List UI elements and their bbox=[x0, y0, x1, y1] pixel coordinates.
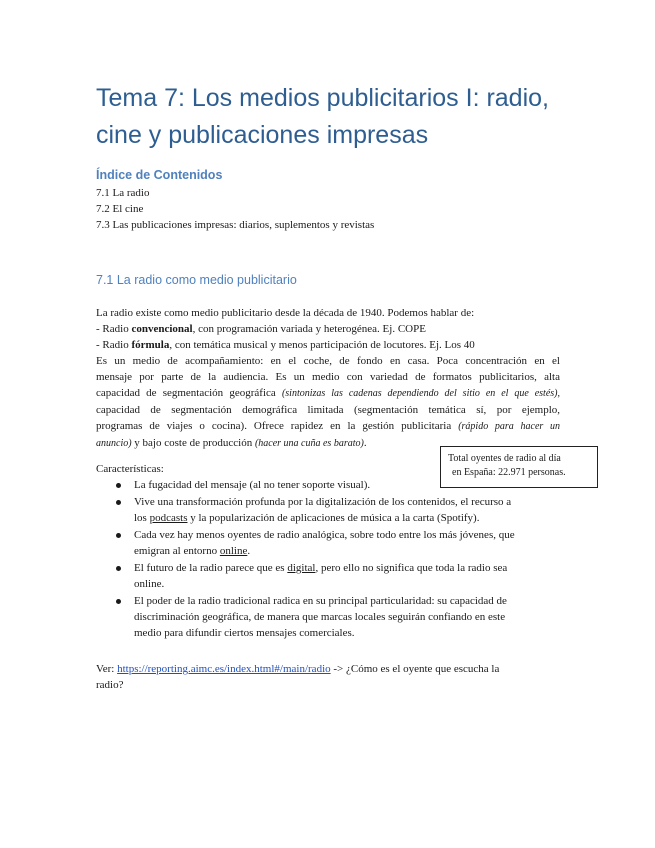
intro-block bbox=[96, 305, 560, 452]
item-text: Vive una transformación profunda por la digitalización de los contenidos, el recurso a bbox=[134, 496, 512, 508]
title-line-2: cine y publicaciones impresas bbox=[96, 121, 429, 149]
italic-text: anuncio) bbox=[96, 438, 132, 449]
text: capacidad de segmentación geográfica bbox=[96, 387, 282, 399]
bold-term: convencional bbox=[131, 323, 193, 335]
bullet-icon bbox=[116, 566, 121, 571]
bullet-icon bbox=[116, 500, 121, 505]
see-also-line bbox=[96, 661, 566, 677]
see-also bbox=[96, 661, 566, 693]
item-text bbox=[134, 543, 560, 559]
toc-item[interactable]: 7.3 Las publicaciones impresas: diarios, suplementos y revistas bbox=[96, 219, 375, 231]
list-item bbox=[112, 477, 560, 493]
text: , con programación variada y heterogénea. Ej. COPE bbox=[192, 323, 426, 335]
item-text bbox=[134, 560, 560, 576]
item-text bbox=[134, 510, 560, 526]
intro-line bbox=[96, 337, 560, 353]
list-item bbox=[112, 494, 560, 526]
text: . bbox=[247, 545, 251, 557]
intro-line bbox=[96, 321, 560, 337]
text: y bajo coste de producción bbox=[131, 437, 255, 449]
list-item bbox=[112, 593, 560, 641]
characteristics-label: Características: bbox=[96, 463, 164, 475]
text: programas de viajes o cocina). Ofrece rapidez en la gestión publicitaria bbox=[96, 420, 459, 432]
stat-line: en España: 22.971 personas. bbox=[452, 467, 566, 478]
toc-heading: Índice de Contenidos bbox=[96, 168, 223, 182]
item-text: online. bbox=[134, 578, 165, 590]
characteristics-list bbox=[112, 477, 560, 641]
underlined-term: digital bbox=[287, 562, 316, 574]
text: , con temática musical y menos participación de locutores. Ej. Los 40 bbox=[169, 339, 475, 351]
toc-list bbox=[96, 185, 374, 233]
intro-line: La radio existe como medio publicitario desde la década de 1940. Podemos hablar de: bbox=[96, 307, 475, 319]
text: - Radio bbox=[96, 323, 132, 335]
paragraph-line: mensaje por parte de la audiencia. Es un medio con variedad de formatos publicitarios, alta bbox=[96, 371, 560, 383]
text: - Radio bbox=[96, 339, 132, 351]
text: El futuro de la radio parece que es bbox=[134, 562, 288, 574]
text: . bbox=[363, 437, 367, 449]
stat-line: Total oyentes de radio al día bbox=[448, 453, 561, 464]
bold-term: fórmula bbox=[131, 339, 170, 351]
item-text: Cada vez hay menos oyentes de radio analógica, sobre todo entre los más jóvenes, que bbox=[134, 529, 515, 541]
paragraph-line bbox=[96, 418, 560, 435]
text: , pero ello no significa que toda la radio sea bbox=[315, 562, 508, 574]
italic-text: (sintonizas las cadenas dependiendo del sitio en el que estés), bbox=[281, 388, 560, 399]
item-text: medio para difundir ciertos mensajes comerciales. bbox=[134, 627, 355, 639]
bullet-icon bbox=[116, 483, 121, 488]
text: emigran al entorno bbox=[134, 545, 220, 557]
aimc-radio-link[interactable]: https://reporting.aimc.es/index.html#/main/radio bbox=[117, 663, 331, 675]
list-item bbox=[112, 527, 560, 559]
section-heading: 7.1 La radio como medio publicitario bbox=[96, 273, 297, 287]
item-text: El poder de la radio tradicional radica en su principal particularidad: su capacidad de bbox=[134, 595, 507, 607]
paragraph-line: capacidad de segmentación demográfica limitada (segmentación temática sí, por ejemplo, bbox=[96, 404, 560, 416]
text: -> ¿Cómo es el oyente que escucha la bbox=[330, 663, 500, 675]
item-text: La fugacidad del mensaje (al no tener soporte visual). bbox=[134, 479, 371, 491]
paragraph-line: Es un medio de acompañamiento: en el coche, de fondo en casa. Poca concentración en el bbox=[96, 355, 560, 367]
text: los bbox=[134, 512, 150, 524]
italic-text: (rápido para hacer un bbox=[458, 421, 560, 432]
bullet-icon bbox=[116, 533, 121, 538]
see-label: Ver: bbox=[96, 663, 118, 675]
paragraph-line bbox=[96, 385, 560, 402]
bullet-icon bbox=[116, 599, 121, 604]
item-text: discriminación geográfica, de manera que marcas locales seguirán confiando en este bbox=[134, 611, 506, 623]
underlined-term: online bbox=[219, 545, 248, 557]
underlined-term: podcasts bbox=[149, 512, 188, 524]
toc-item[interactable]: 7.2 El cine bbox=[96, 203, 144, 215]
list-item bbox=[112, 560, 560, 592]
text: y la popularización de aplicaciones de música a la carta (Spotify). bbox=[187, 512, 480, 524]
title-line-1: Tema 7: Los medios publicitarios I: radio, bbox=[96, 84, 549, 112]
see-also-line: radio? bbox=[96, 679, 124, 691]
page-title bbox=[96, 80, 616, 154]
toc-item[interactable]: 7.1 La radio bbox=[96, 187, 150, 199]
italic-text: (hacer una cuña es barato) bbox=[254, 438, 364, 449]
